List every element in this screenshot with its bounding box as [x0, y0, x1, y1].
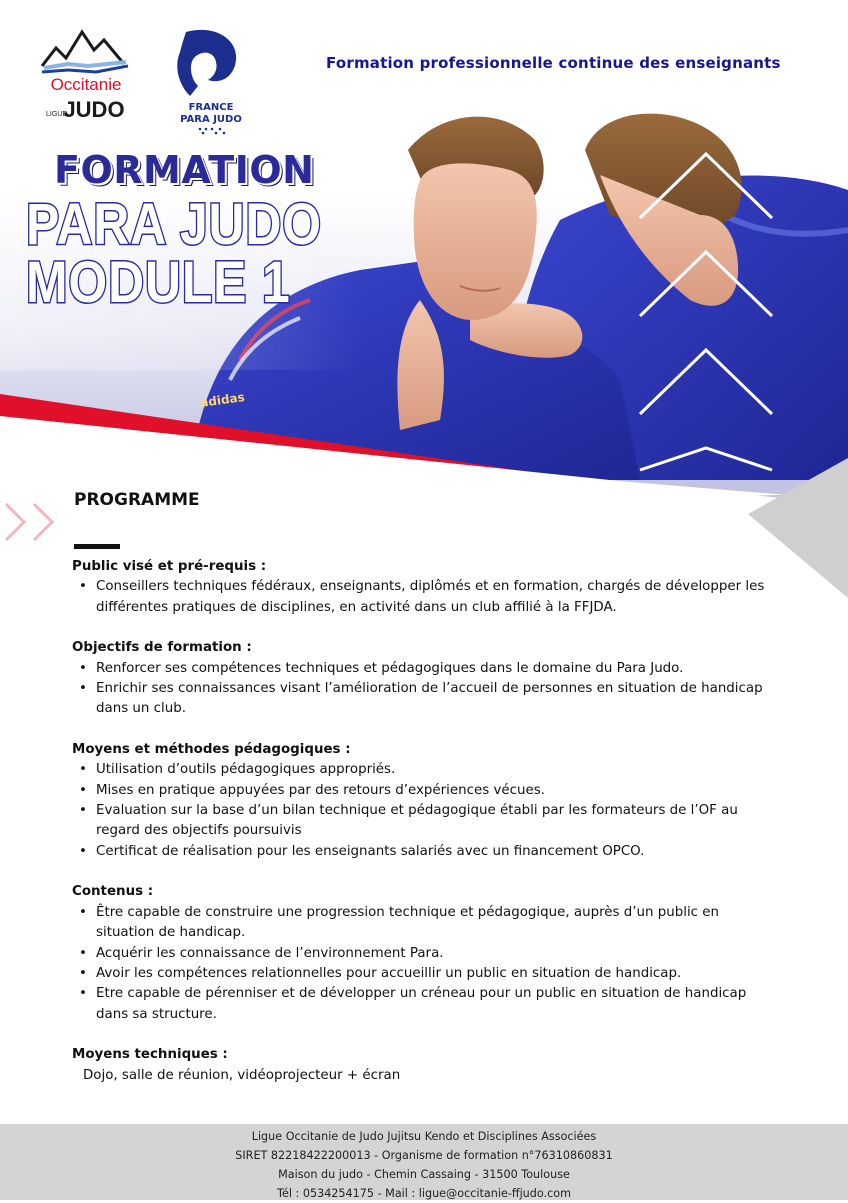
- programme-heading: PROGRAMME: [74, 490, 200, 510]
- bullet-list: [72, 659, 772, 720]
- list-item: • Mises en pratique appuyées par des retours d’expériences vécues.: [96, 781, 772, 801]
- section-title: Moyens et méthodes pédagogiques :: [72, 741, 351, 757]
- programme-content: [72, 557, 772, 1106]
- tagline: Formation professionnelle continue des enseignants: [326, 54, 781, 72]
- footer-contact: Tél : 0534254175 - Mail : ligue@occitanie-ffjudo.com: [277, 1187, 571, 1200]
- footer-address: Maison du judo - Chemin Cassaing - 31500 Toulouse: [278, 1168, 570, 1181]
- footer-siret: SIRET 82218422200013 - Organisme de formation n°76310860831: [235, 1149, 613, 1162]
- list-item: • Avoir les compétences relationnelles pour accueillir un public en situation de handicap.: [96, 964, 772, 984]
- list-item: • Renforcer ses compétences techniques et pédagogiques dans le domaine du Para Judo.: [96, 659, 772, 679]
- section-contenus: [72, 882, 772, 1025]
- svg-text:LIGUE: LIGUE: [46, 111, 68, 118]
- occitanie-judo-logo: [38, 26, 134, 122]
- list-item: • Certificat de réalisation pour les enseignants salariés avec un financement OPCO.: [96, 842, 772, 862]
- section-public: [72, 557, 772, 618]
- section-moyens-techniques: [72, 1045, 772, 1086]
- title-para-judo: PARA JUDO: [26, 192, 322, 257]
- section-title: Objectifs de formation :: [72, 640, 252, 656]
- section-moyens-methodes: [72, 740, 772, 862]
- footer: [0, 1124, 848, 1200]
- svg-text:FRANCE: FRANCE: [188, 102, 234, 113]
- list-item: • Evaluation sur la base d’un bilan technique et pédagogique établi par les formateurs de l’OF au regard des objectifs poursuivis: [96, 801, 772, 842]
- list-item: • Enrichir ses connaissances visant l’amélioration de l’accueil de personnes en situation de handicap dans un club.: [96, 679, 772, 720]
- section-text: Dojo, salle de réunion, vidéoprojecteur + écran: [83, 1067, 401, 1083]
- list-item: • Être capable de construire une progression technique et pédagogique, auprès d’un public en situation de handicap.: [96, 903, 772, 944]
- list-item: • Conseillers techniques fédéraux, enseignants, diplômés et en formation, chargés de développer les différentes pratiques de disciplines, en activité dans un club affilié à la FFJDA.: [96, 577, 772, 618]
- side-chevron-icon: [0, 496, 70, 550]
- bullet-list: [72, 760, 772, 862]
- svg-text:JUDO: JUDO: [63, 97, 125, 122]
- section-objectifs: [72, 638, 772, 720]
- title-formation: FORMATION: [54, 148, 315, 192]
- adidas-logo: adidas: [199, 389, 246, 411]
- section-title: Public visé et pré-requis :: [72, 559, 267, 574]
- title-module: MODULE 1: [26, 250, 291, 315]
- svg-text:PARA JUDO: PARA JUDO: [180, 114, 242, 125]
- bullet-list: [72, 903, 772, 1025]
- hero-banner: [0, 0, 848, 560]
- svg-text:Occitanie: Occitanie: [50, 75, 122, 94]
- list-item: • Utilisation d’outils pédagogiques appropriés.: [96, 760, 772, 780]
- list-item: • Etre capable de pérenniser et de développer un créneau pour un public en situation de handicap dans sa structure.: [96, 984, 772, 1025]
- france-para-judo-logo: [176, 26, 246, 136]
- footer-organisation: Ligue Occitanie de Judo Jujitsu Kendo et Disciplines Associées: [251, 1130, 597, 1143]
- heading-rule: [74, 544, 120, 549]
- bullet-list: [72, 577, 772, 618]
- list-item: • Acquérir les connaissance de l’environnement Para.: [96, 944, 772, 964]
- section-title: Moyens techniques :: [72, 1047, 228, 1063]
- section-title: Contenus :: [72, 884, 154, 900]
